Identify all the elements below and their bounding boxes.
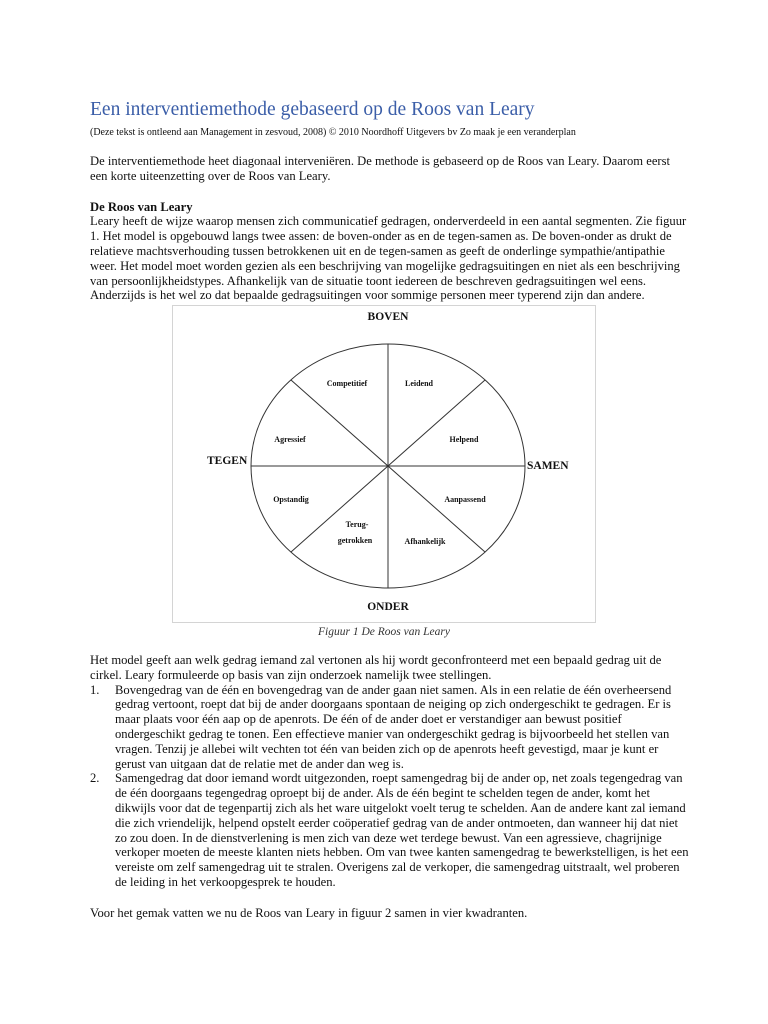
leary-rose-figure: [172, 305, 596, 623]
document-page: [90, 98, 688, 303]
statements-list: [90, 683, 690, 890]
segment-teruggetrokken-1: Terug-: [345, 520, 369, 529]
segment-agressief: Agressief: [274, 435, 306, 444]
list-item: [90, 683, 690, 772]
list-item: [90, 771, 690, 889]
segment-aanpassend: Aanpassend: [444, 495, 486, 504]
section-paragraph: Leary heeft de wijze waarop mensen zich communicatief gedragen, onderverdeeld in een aantal segmenten. Zie figuur 1. Het model is opgebouwd langs twee assen: de boven-onder as en de tegen-samen as. De boven-onder as drukt de relatieve machtsverhouding tussen betrokkenen uit en de tegen-samen as geeft de onderlinge sympathie/antipathie weer. Het model moet worden gezien als een beschrijving van mogelijke gedragsuitingen en niet als een beschrijving van persoonlijkheidstypes. Afhankelijk van de situatie toont iedereen de beschreven gedragsuitingen wel eens. Anderzijds is het wel zo dat bepaalde gedragsuitingen voor sommige personen meer typerend zijn dan andere.: [90, 214, 687, 303]
segment-helpend: Helpend: [449, 435, 479, 444]
label-boven: BOVEN: [367, 311, 409, 323]
list-text: Bovengedrag van de één en bovengedrag van de ander gaan niet samen. Als in een relatie de één overheersend gedrag vertoont, roept dat bij de ander doorgaans spontaan de neiging op zich ondergeschikt te gedragen. Er is maar plaats voor één aap op de apenrots. De één of de ander doet er verstandiger aan bewust positief ondergeschikt gedrag te tonen. Een effectieve manier van ondergeschikt gedrag is bijvoorbeeld het stellen van vragen. Tenzij je allebei wilt vechten tot één van beiden zich op de apenrots heeft gevestigd, maar je kunt er gerust van uitgaan dat de relatie met de ander dan weg is.: [115, 682, 672, 771]
closing-paragraph: Voor het gemak vatten we nu de Roos van Leary in figuur 2 samen in vier kwadranten.: [90, 906, 528, 920]
section-heading: De Roos van Leary: [90, 199, 193, 214]
label-onder: ONDER: [367, 601, 409, 613]
source-line: (Deze tekst is ontleend aan Management in zesvoud, 2008) © 2010 Noordhoff Uitgevers bv Zo maak je een veranderplan: [90, 127, 576, 138]
page-title: Een interventiemethode gebaseerd op de Roos van Leary: [90, 99, 535, 120]
list-number: 2.: [90, 771, 100, 786]
list-text: Samengedrag dat door iemand wordt uitgezonden, roept samengedrag bij de ander op, net zoals tegengedrag van de één doorgaans tegengedrag oproept bij de ander. Als de één begint te schelden tegen de ander, komt het dikwijls voor dat de tegenpartij zich als het ware uitgelokt voelt terug te schelden. Aan de andere kant zal iemand die zich vriendelijk, helpend opstelt eerder coöperatief gedrag van de ander ontmoeten, dan wanneer hij dat niet zo zou doen. In de dienstverlening is men zich van deze wet terdege bewust. Van een agressieve, chagrijnige verkoper moeten de meeste klanten niets hebben. Om van twee kanten samengedrag te bewerkstelligen, is het een vereiste om zelf samengedrag uit te stralen. Overigens zal de verkoper, die samengedrag uitstraalt, wel proberen de leiding in het verkoopgesprek te houden.: [115, 771, 689, 889]
post-figure-paragraph: Het model geeft aan welk gedrag iemand zal vertonen als hij wordt geconfronteerd met een bepaald gedrag uit de cirkel. Leary formuleerde op basis van zijn onderzoek namelijk twee stellingen.: [90, 653, 662, 682]
leary-rose-diagram: [173, 306, 595, 622]
segment-opstandig: Opstandig: [273, 495, 309, 504]
segment-leidend: Leidend: [404, 379, 434, 388]
segment-competitief: Competitief: [326, 379, 368, 388]
list-number: 1.: [90, 682, 100, 697]
post-figure-content: [90, 653, 690, 890]
segment-teruggetrokken-2: getrokken: [337, 536, 373, 545]
figure-caption: Figuur 1 De Roos van Leary: [318, 626, 450, 638]
intro-paragraph: De interventiemethode heet diagonaal interveniëren. De methode is gebaseerd op de Roos van Leary. Daarom eerst een korte uiteenzetting over de Roos van Leary.: [90, 154, 671, 183]
label-tegen: TEGEN: [207, 455, 248, 467]
label-samen: SAMEN: [527, 460, 569, 472]
segment-afhankelijk: Afhankelijk: [404, 537, 446, 546]
